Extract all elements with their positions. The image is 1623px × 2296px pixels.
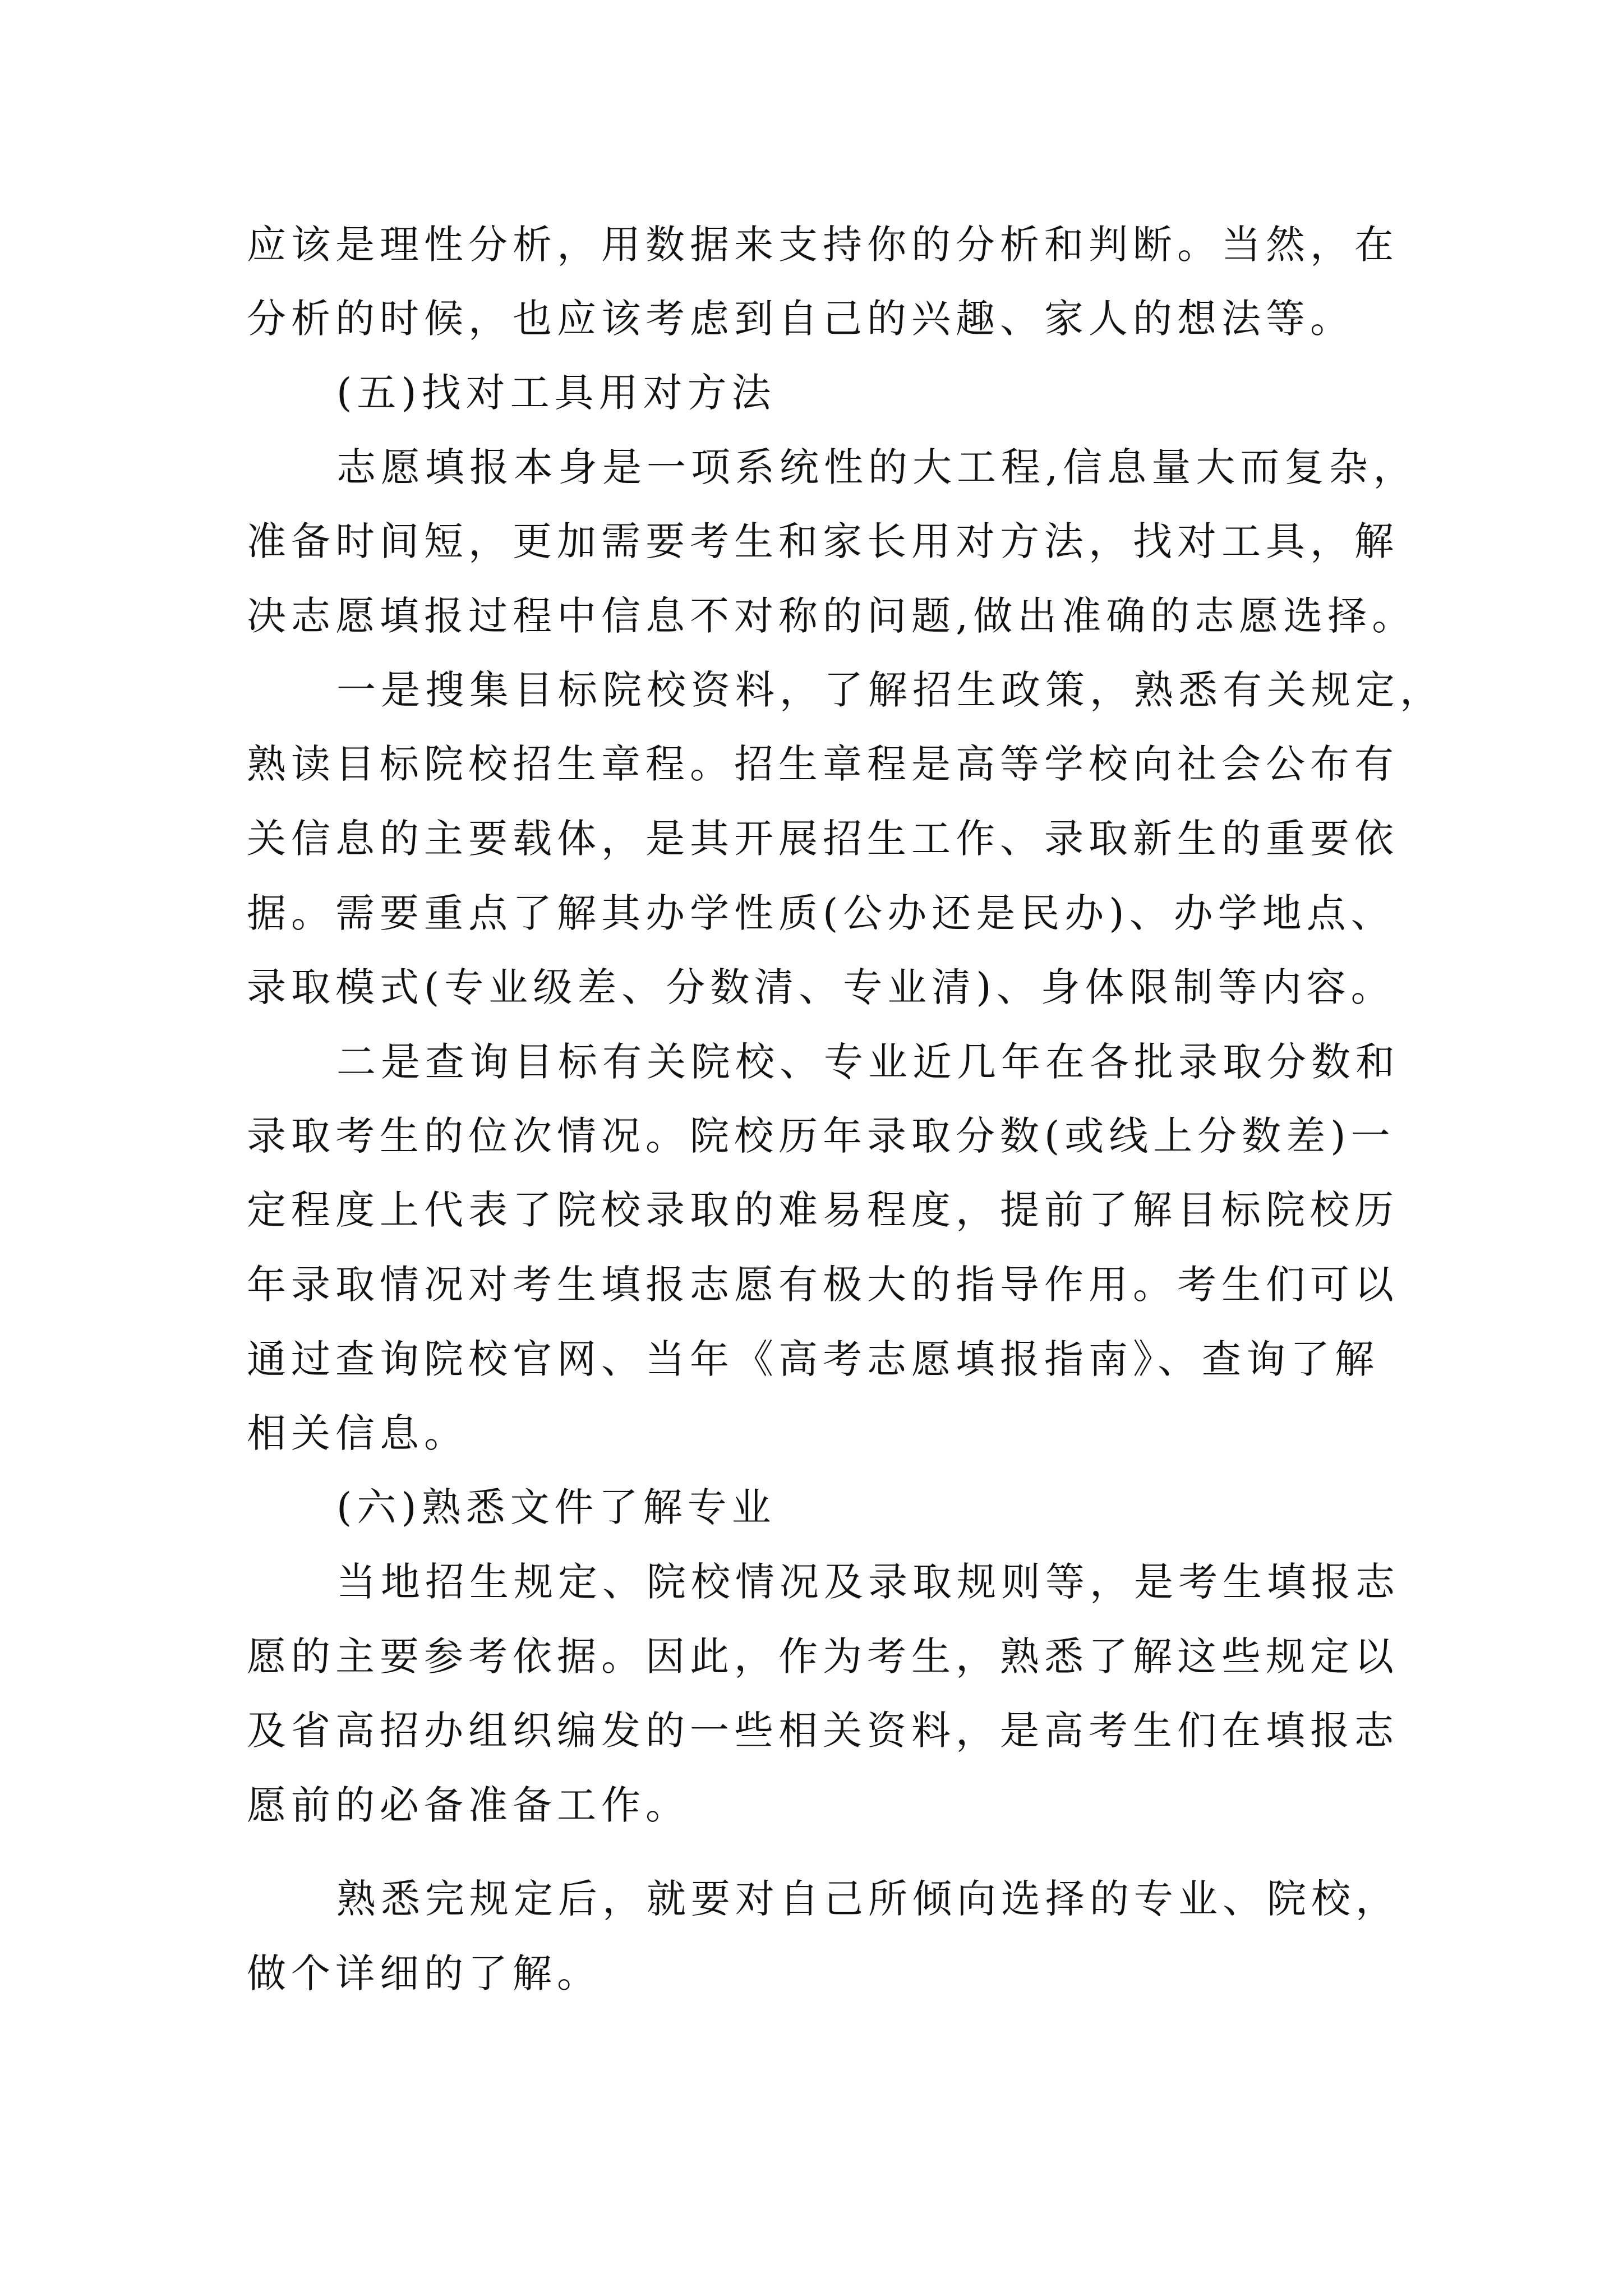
text-line: 相关信息。 [247,1410,468,1456]
text-line: 做个详细的了解。 [247,1950,601,1996]
text-line: 录取模式(专业级差、分数清、专业清)、身体限制等内容。 [247,964,1395,1010]
text-line: 年录取情况对考生填报志愿有极大的指导作用。考生们可以 [247,1262,1399,1308]
text-line: 分析的时候，也应该考虑到自己的兴趣、家人的想法等。 [247,296,1354,342]
text-line: 关信息的主要载体，是其开展招生工作、录取新生的重要依 [247,816,1399,862]
text-line: 录取考生的位次情况。院校历年录取分数(或线上分数差)一 [247,1113,1395,1159]
text-line: 据。需要重点了解其办学性质(公办还是民办)、办学地点、 [247,890,1395,936]
text-line: 及省高招办组织编发的一些相关资料，是高考生们在填报志 [247,1708,1399,1754]
text-line: 应该是理性分析，用数据来支持你的分析和判断。当然，在 [247,222,1399,268]
section-heading: (六)熟悉文件了解专业 [336,1484,776,1530]
text-line: 熟读目标院校招生章程。招生章程是高等学校向社会公布有 [247,741,1399,787]
text-line: 志愿填报本身是一项系统性的大工程,信息量大而复杂， [336,444,1418,490]
text-line: 定程度上代表了院校录取的难易程度，提前了解目标院校历 [247,1187,1399,1233]
text-line: 愿的主要参考依据。因此，作为考生，熟悉了解这些规定以 [247,1634,1399,1680]
text-line: 当地招生规定、院校情况及录取规则等，是考生填报志 [336,1559,1400,1605]
text-line: 愿前的必备准备工作。 [247,1782,690,1828]
section-heading: (五)找对工具用对方法 [336,370,776,416]
text-line: 熟悉完规定后，就要对自己所倾向选择的专业、院校， [336,1876,1400,1922]
text-line: 二是查询目标有关院校、专业近几年在各批录取分数和 [336,1039,1400,1085]
text-line: 准备时间短，更加需要考生和家长用对方法，找对工具，解 [247,518,1399,564]
text-line: 一是搜集目标院校资料，了解招生政策，熟悉有关规定， [336,667,1444,713]
text-line: 通过查询院校官网、当年《高考志愿填报指南》、查询了解 [247,1336,1379,1382]
text-line: 决志愿填报过程中信息不对称的问题,做出准确的志愿选择。 [247,593,1417,639]
